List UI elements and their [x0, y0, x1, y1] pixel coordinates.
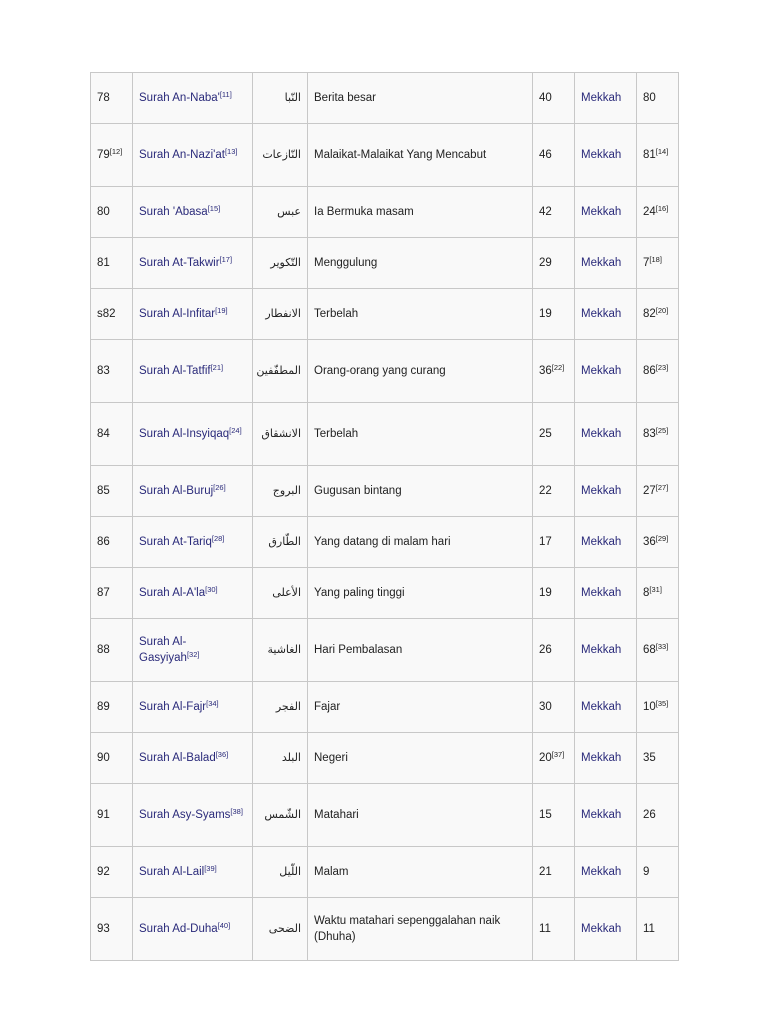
revelation-place-link-text: Mekkah	[581, 866, 622, 878]
surah-meaning	[308, 403, 533, 466]
surah-name-link[interactable]	[133, 682, 253, 733]
surah-number	[91, 289, 133, 340]
revelation-place-link-text: Mekkah	[581, 923, 622, 935]
verse-count-text: 36	[539, 365, 552, 377]
table-row	[91, 238, 679, 289]
surah-name-link-text: Surah An-Naba'	[139, 92, 220, 104]
surah-meaning	[308, 289, 533, 340]
revelation-place-link-text: Mekkah	[581, 206, 622, 218]
revelation-place-link-text: Mekkah	[581, 485, 622, 497]
table-row	[91, 733, 679, 784]
revelation-place-link[interactable]	[575, 898, 637, 961]
revelation-place-link[interactable]	[575, 784, 637, 847]
verse-count-text: 19	[539, 308, 552, 320]
revelation-place-link[interactable]	[575, 517, 637, 568]
revelation-order	[637, 517, 679, 568]
surah-name-link-text: Surah Al-Insyiqaq	[139, 428, 230, 440]
reference-link[interactable]: [30]	[205, 585, 218, 594]
surah-meaning-text: Yang paling tinggi	[314, 587, 405, 599]
table-row	[91, 466, 679, 517]
reference-link[interactable]: [27]	[655, 483, 669, 492]
surah-name-link[interactable]	[133, 784, 253, 847]
reference-link[interactable]: [34]	[206, 699, 219, 708]
surah-number	[91, 619, 133, 682]
verse-count-text: 22	[539, 485, 552, 497]
surah-meaning-text: Menggulung	[314, 257, 378, 269]
reference-link[interactable]: [26]	[213, 483, 226, 492]
reference-link[interactable]: [37]	[551, 750, 565, 759]
surah-arabic-name	[253, 898, 308, 961]
surah-arabic-name-text: عبس	[277, 205, 301, 218]
surah-name-link-text: Surah At-Takwir	[139, 257, 220, 269]
revelation-order-text: 35	[643, 752, 656, 764]
surah-number-text: 91	[97, 809, 110, 821]
revelation-place-link-text: Mekkah	[581, 365, 622, 377]
revelation-order	[637, 73, 679, 124]
revelation-order	[637, 124, 679, 187]
reference-link[interactable]: [15]	[207, 204, 221, 213]
verse-count-text: 26	[539, 644, 552, 656]
surah-arabic-name	[253, 124, 308, 187]
surah-table-body	[91, 73, 679, 961]
surah-arabic-name-text: المطفّفين	[256, 364, 301, 377]
revelation-place-link-text: Mekkah	[581, 752, 622, 764]
surah-name-link[interactable]	[133, 187, 253, 238]
reference-link[interactable]: [19]	[215, 306, 228, 315]
table-row	[91, 403, 679, 466]
surah-arabic-name-text: التّكوير	[270, 256, 301, 269]
reference-link[interactable]: [14]	[655, 147, 669, 156]
surah-meaning-text: Malaikat-Malaikat Yang Mencabut	[314, 149, 487, 161]
surah-arabic-name	[253, 619, 308, 682]
surah-meaning	[308, 238, 533, 289]
surah-name-link-text: Surah 'Abasa	[139, 206, 208, 218]
verse-count-text: 19	[539, 587, 552, 599]
verse-count-text: 11	[539, 923, 551, 935]
surah-name-link-text: Surah At-Tariq	[139, 536, 212, 548]
surah-arabic-name	[253, 340, 308, 403]
surah-arabic-name-text: اللّيل	[279, 865, 301, 878]
surah-meaning	[308, 619, 533, 682]
surah-arabic-name-text: الانشقاق	[261, 427, 301, 440]
table-row	[91, 187, 679, 238]
revelation-place-link[interactable]	[575, 682, 637, 733]
surah-arabic-name	[253, 733, 308, 784]
surah-name-link-text: Surah Al-Gasyiyah	[139, 636, 187, 664]
surah-meaning-text: Malam	[314, 866, 349, 878]
surah-arabic-name	[253, 403, 308, 466]
revelation-place-link[interactable]	[575, 124, 637, 187]
revelation-order-text: 83	[643, 428, 656, 440]
surah-meaning	[308, 898, 533, 961]
surah-meaning-text: Terbelah	[314, 428, 359, 440]
surah-name-link-text: Surah Al-Balad	[139, 752, 216, 764]
revelation-order-text: 81	[643, 149, 656, 161]
surah-number	[91, 784, 133, 847]
surah-number-text: 87	[97, 587, 110, 599]
revelation-order-text: 82	[643, 308, 656, 320]
table-row	[91, 682, 679, 733]
surah-meaning	[308, 733, 533, 784]
revelation-order-text: 10	[643, 701, 656, 713]
surah-meaning-text: Hari Pembalasan	[314, 644, 403, 656]
revelation-order-text: 8	[643, 587, 650, 599]
table-row	[91, 898, 679, 961]
verse-count	[533, 403, 575, 466]
surah-name-link[interactable]	[133, 898, 253, 961]
revelation-order	[637, 682, 679, 733]
table-row	[91, 289, 679, 340]
surah-meaning	[308, 73, 533, 124]
verse-count	[533, 733, 575, 784]
surah-number	[91, 238, 133, 289]
surah-name-link-text: Surah Ad-Duha	[139, 923, 218, 935]
revelation-order-text: 36	[643, 536, 656, 548]
surah-name-link-text: Surah Al-Tatfif	[139, 365, 211, 377]
revelation-order-text: 7	[643, 257, 650, 269]
revelation-order-text: 11	[643, 923, 655, 935]
table-row	[91, 73, 679, 124]
surah-meaning	[308, 187, 533, 238]
table-row	[91, 517, 679, 568]
revelation-place-link[interactable]	[575, 340, 637, 403]
revelation-order	[637, 733, 679, 784]
verse-count	[533, 784, 575, 847]
verse-count	[533, 124, 575, 187]
reference-link[interactable]: [24]	[229, 426, 242, 435]
revelation-place-link[interactable]	[575, 289, 637, 340]
surah-meaning	[308, 682, 533, 733]
revelation-order-text: 24	[643, 206, 656, 218]
surah-number	[91, 187, 133, 238]
reference-link[interactable]: [38]	[230, 807, 243, 816]
surah-name-link[interactable]	[133, 733, 253, 784]
surah-arabic-name-text: الغاشية	[267, 643, 301, 656]
verse-count	[533, 898, 575, 961]
surah-arabic-name	[253, 847, 308, 898]
surah-number	[91, 340, 133, 403]
revelation-place-link-text: Mekkah	[581, 92, 622, 104]
surah-number	[91, 403, 133, 466]
revelation-place-link[interactable]	[575, 187, 637, 238]
verse-count	[533, 619, 575, 682]
surah-number-text: 90	[97, 752, 110, 764]
revelation-place-link-text: Mekkah	[581, 308, 622, 320]
verse-count-text: 30	[539, 701, 552, 713]
revelation-place-link[interactable]	[575, 238, 637, 289]
revelation-order	[637, 847, 679, 898]
surah-name-link[interactable]	[133, 238, 253, 289]
verse-count	[533, 517, 575, 568]
surah-number	[91, 898, 133, 961]
surah-meaning	[308, 847, 533, 898]
revelation-order	[637, 289, 679, 340]
reference-link[interactable]: [32]	[186, 650, 200, 659]
reference-link[interactable]: [18]	[649, 255, 662, 264]
reference-link[interactable]: [13]	[224, 147, 238, 156]
surah-arabic-name	[253, 289, 308, 340]
revelation-order	[637, 238, 679, 289]
surah-arabic-name	[253, 568, 308, 619]
surah-number	[91, 517, 133, 568]
surah-name-link-text: Surah Al-A'la	[139, 587, 206, 599]
surah-number	[91, 682, 133, 733]
surah-number	[91, 847, 133, 898]
revelation-place-link[interactable]	[575, 847, 637, 898]
surah-name-link[interactable]	[133, 73, 253, 124]
surah-number-text: 84	[97, 428, 110, 440]
revelation-place-link-text: Mekkah	[581, 587, 622, 599]
revelation-place-link-text: Mekkah	[581, 701, 622, 713]
surah-arabic-name-text: الشّمس	[264, 808, 301, 821]
surah-name-link[interactable]	[133, 619, 253, 682]
surah-number-text: 89	[97, 701, 110, 713]
table-row	[91, 340, 679, 403]
verse-count-text: 46	[539, 149, 552, 161]
verse-count	[533, 238, 575, 289]
surah-number	[91, 733, 133, 784]
surah-arabic-name-text: البروج	[272, 484, 301, 497]
surah-meaning-text: Yang datang di malam hari	[314, 536, 451, 548]
surah-meaning-text: Matahari	[314, 809, 359, 821]
surah-arabic-name	[253, 466, 308, 517]
revelation-place-link[interactable]	[575, 466, 637, 517]
revelation-place-link-text: Mekkah	[581, 809, 622, 821]
surah-number	[91, 124, 133, 187]
surah-arabic-name-text: النّازعات	[262, 148, 301, 161]
surah-number-text: 85	[97, 485, 110, 497]
surah-arabic-name-text: الضحى	[268, 922, 301, 935]
reference-link[interactable]: [16]	[655, 204, 669, 213]
reference-link[interactable]: [35]	[655, 699, 669, 708]
revelation-place-link-text: Mekkah	[581, 428, 622, 440]
surah-meaning-text: Ia Bermuka masam	[314, 206, 414, 218]
reference-link[interactable]: [12]	[109, 147, 123, 156]
reference-link[interactable]: [25]	[655, 426, 669, 435]
surah-arabic-name-text: الانفطار	[265, 307, 301, 320]
revelation-order-text: 27	[643, 485, 656, 497]
surah-table	[90, 72, 679, 961]
table-row	[91, 568, 679, 619]
surah-number-text: 83	[97, 365, 110, 377]
reference-link[interactable]: [11]	[219, 90, 232, 99]
verse-count	[533, 340, 575, 403]
revelation-place-link-text: Mekkah	[581, 149, 622, 161]
reference-link[interactable]: [29]	[655, 534, 669, 543]
revelation-order-text: 9	[643, 866, 650, 878]
reference-link[interactable]: [20]	[655, 306, 669, 315]
table-row	[91, 124, 679, 187]
surah-number-text: 81	[97, 257, 110, 269]
revelation-place-link-text: Mekkah	[581, 536, 622, 548]
verse-count	[533, 187, 575, 238]
surah-meaning-text: Berita besar	[314, 92, 377, 104]
surah-name-link[interactable]	[133, 466, 253, 517]
revelation-order	[637, 784, 679, 847]
surah-number-text: 79	[97, 149, 110, 161]
surah-name-link[interactable]	[133, 568, 253, 619]
surah-name-link[interactable]	[133, 340, 253, 403]
reference-link[interactable]: [22]	[551, 363, 565, 372]
surah-name-link-text: Surah Al-Infitar	[139, 308, 216, 320]
verse-count	[533, 73, 575, 124]
verse-count-text: 21	[539, 866, 552, 878]
reference-link[interactable]: [28]	[211, 534, 225, 543]
surah-name-link[interactable]	[133, 289, 253, 340]
surah-arabic-name	[253, 517, 308, 568]
revelation-order-text: 86	[643, 365, 656, 377]
revelation-order	[637, 619, 679, 682]
reference-link[interactable]: [17]	[219, 255, 233, 264]
revelation-order	[637, 187, 679, 238]
revelation-order-text: 80	[643, 92, 656, 104]
reference-link[interactable]: [21]	[210, 363, 224, 372]
surah-arabic-name-text: الأعلى	[272, 586, 301, 599]
surah-meaning-text: Terbelah	[314, 308, 359, 320]
revelation-order-text: 68	[643, 644, 656, 656]
revelation-order-text: 26	[643, 809, 656, 821]
verse-count-text: 42	[539, 206, 552, 218]
surah-arabic-name	[253, 187, 308, 238]
surah-meaning-text: Waktu matahari sepenggalahan naik (Dhuha)	[314, 915, 501, 943]
surah-number-text: s82	[97, 308, 116, 320]
surah-meaning	[308, 568, 533, 619]
verse-count	[533, 847, 575, 898]
verse-count	[533, 289, 575, 340]
surah-name-link-text: Surah Al-Fajr	[139, 701, 207, 713]
revelation-place-link[interactable]	[575, 733, 637, 784]
verse-count-text: 20	[539, 752, 552, 764]
surah-number-text: 78	[97, 92, 110, 104]
revelation-place-link[interactable]	[575, 568, 637, 619]
revelation-order	[637, 568, 679, 619]
surah-arabic-name-text: الفجر	[275, 700, 301, 713]
verse-count-text: 29	[539, 257, 552, 269]
surah-meaning	[308, 340, 533, 403]
table-row	[91, 847, 679, 898]
reference-link[interactable]: [33]	[655, 642, 669, 651]
surah-name-link-text: Surah Al-Buruj	[139, 485, 214, 497]
surah-name-link[interactable]	[133, 847, 253, 898]
surah-number-text: 86	[97, 536, 110, 548]
revelation-order	[637, 403, 679, 466]
revelation-order	[637, 340, 679, 403]
revelation-place-link[interactable]	[575, 73, 637, 124]
verse-count-text: 40	[539, 92, 552, 104]
surah-number-text: 80	[97, 206, 110, 218]
surah-meaning-text: Orang-orang yang curang	[314, 365, 446, 377]
surah-meaning	[308, 517, 533, 568]
verse-count	[533, 568, 575, 619]
surah-number	[91, 73, 133, 124]
surah-number	[91, 466, 133, 517]
surah-meaning-text: Gugusan bintang	[314, 485, 402, 497]
reference-link[interactable]: [40]	[217, 921, 231, 930]
revelation-order	[637, 898, 679, 961]
surah-number-text: 92	[97, 866, 110, 878]
reference-link[interactable]: [23]	[655, 363, 669, 372]
reference-link[interactable]: [31]	[649, 585, 662, 594]
surah-meaning-text: Fajar	[314, 701, 341, 713]
table-row	[91, 784, 679, 847]
surah-name-link[interactable]	[133, 124, 253, 187]
surah-number	[91, 568, 133, 619]
surah-arabic-name-text: النّبا	[284, 91, 301, 104]
surah-number-text: 93	[97, 923, 110, 935]
verse-count	[533, 466, 575, 517]
surah-name-link[interactable]	[133, 517, 253, 568]
surah-arabic-name	[253, 682, 308, 733]
surah-meaning-text: Negeri	[314, 752, 348, 764]
revelation-place-link[interactable]	[575, 619, 637, 682]
surah-arabic-name	[253, 73, 308, 124]
surah-arabic-name-text: البلد	[281, 751, 301, 764]
verse-count-text: 15	[539, 809, 552, 821]
reference-link[interactable]: [36]	[215, 750, 229, 759]
surah-number-text: 88	[97, 644, 110, 656]
surah-name-link[interactable]	[133, 403, 253, 466]
table-row	[91, 619, 679, 682]
revelation-place-link[interactable]	[575, 403, 637, 466]
surah-meaning	[308, 466, 533, 517]
revelation-place-link-text: Mekkah	[581, 257, 622, 269]
surah-arabic-name-text: الطّارق	[268, 535, 301, 548]
verse-count	[533, 682, 575, 733]
revelation-order	[637, 466, 679, 517]
verse-count-text: 17	[539, 536, 552, 548]
verse-count-text: 25	[539, 428, 552, 440]
surah-name-link-text: Surah Asy-Syams	[139, 809, 231, 821]
reference-link[interactable]: [39]	[204, 864, 217, 873]
surah-name-link-text: Surah An-Nazi'at	[139, 149, 225, 161]
surah-arabic-name	[253, 784, 308, 847]
surah-arabic-name	[253, 238, 308, 289]
surah-meaning	[308, 124, 533, 187]
revelation-place-link-text: Mekkah	[581, 644, 622, 656]
surah-meaning	[308, 784, 533, 847]
surah-name-link-text: Surah Al-Lail	[139, 866, 205, 878]
